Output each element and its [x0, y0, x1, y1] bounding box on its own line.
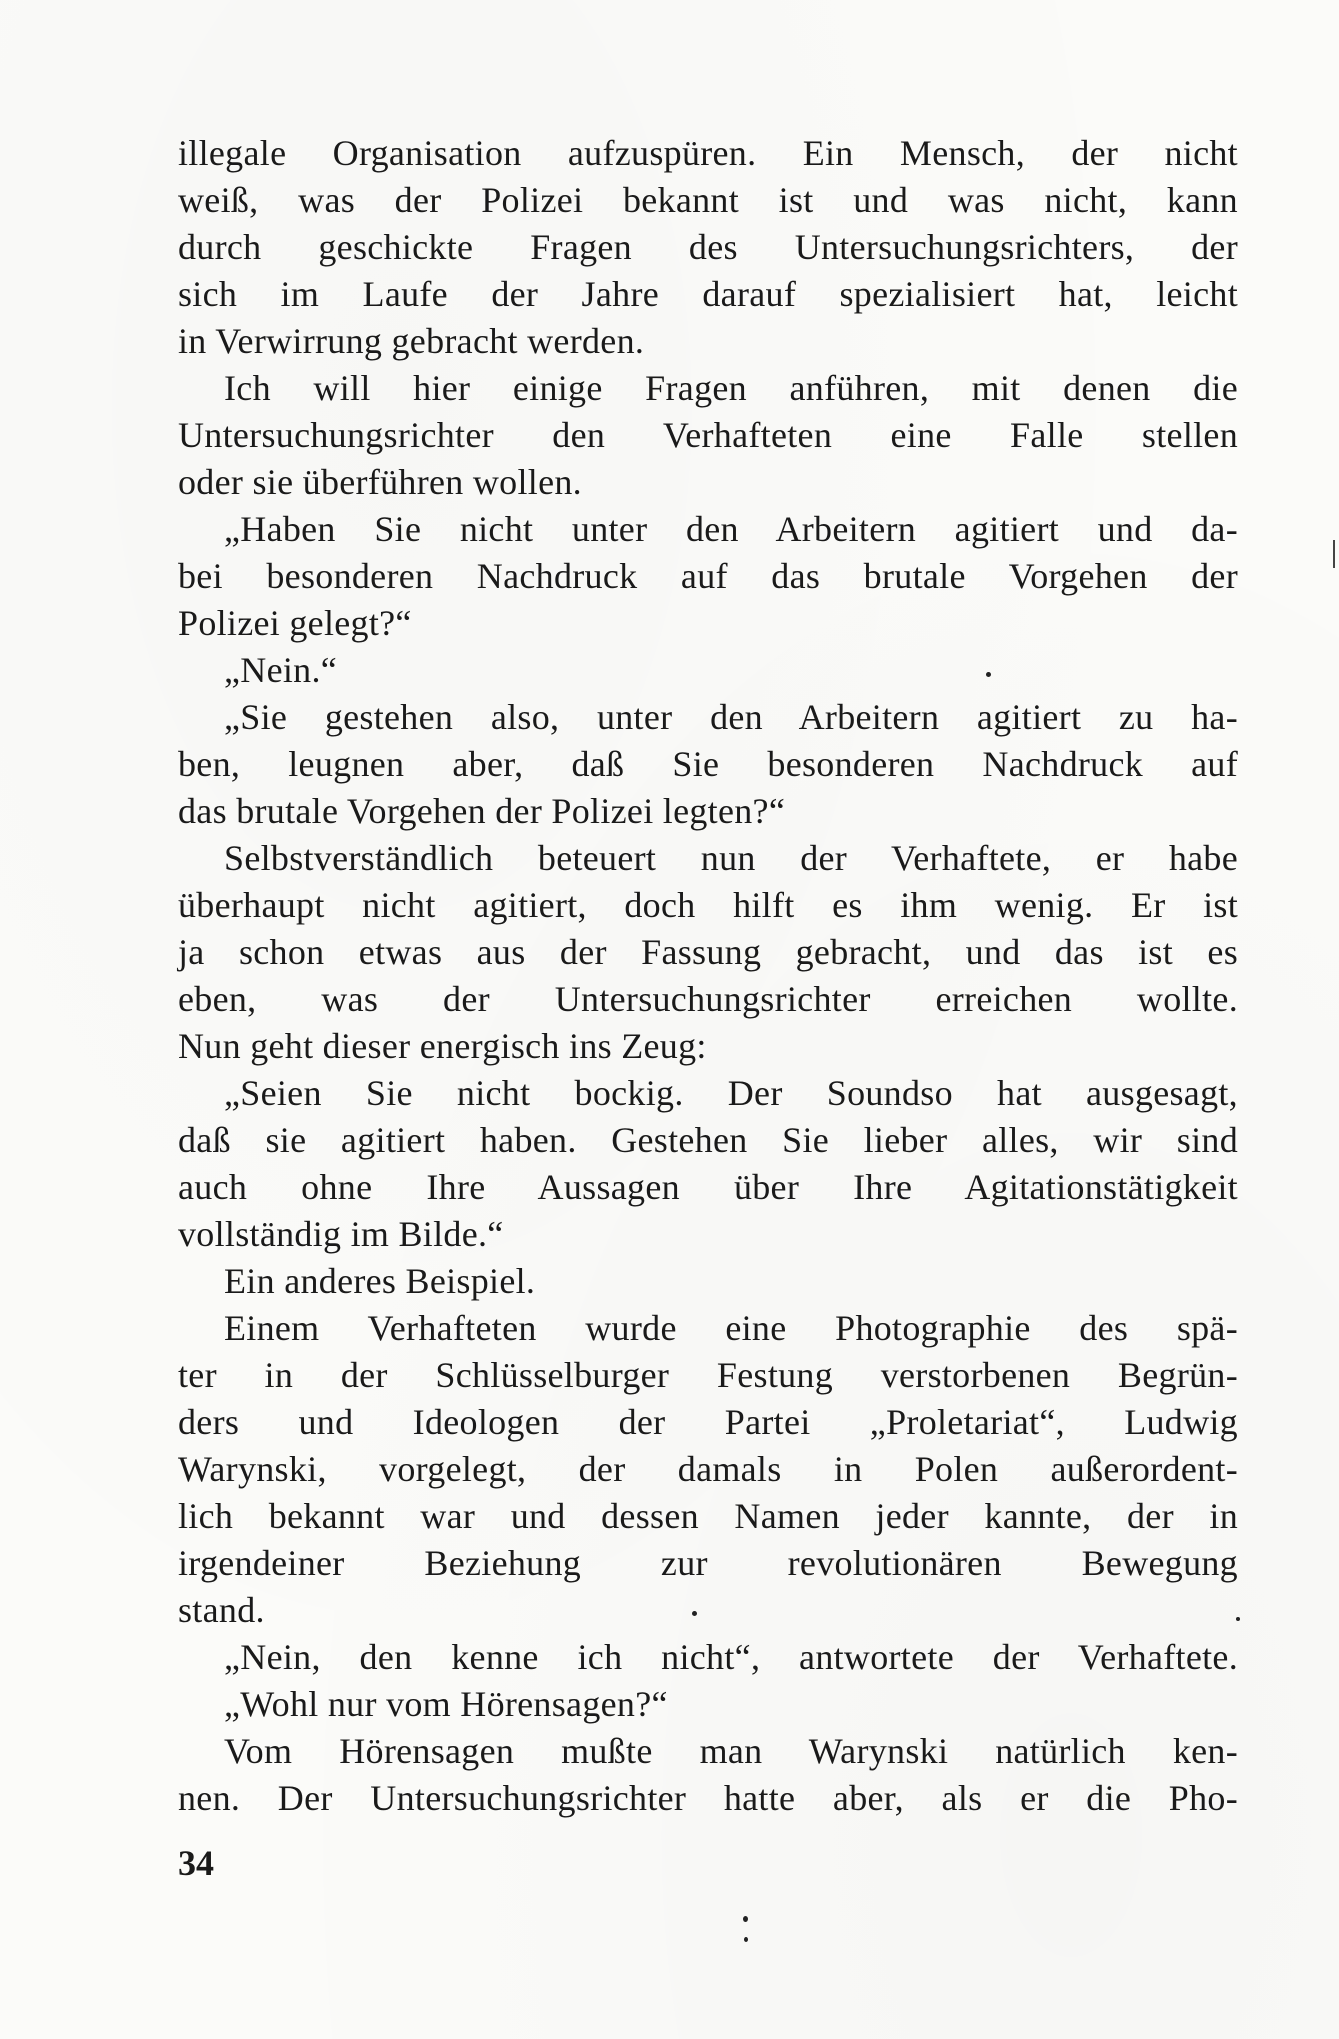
print-speck [986, 672, 991, 677]
body-text [178, 130, 1238, 1822]
text-line: Nun geht dieser energisch ins Zeug: [178, 1026, 707, 1066]
text-line: bei besonderen Nachdruck auf das brutale Vorgehen der [178, 556, 1238, 596]
text-line: überhaupt nicht agitiert, doch hilft es ihm wenig. Er ist [178, 885, 1238, 925]
text-line: eben, was der Untersuchungsrichter erreichen wollte. [178, 979, 1238, 1019]
text-line: in Verwirrung gebracht werden. [178, 321, 645, 361]
scan-edge-mark [1333, 540, 1335, 568]
text-line: „Sie gestehen also, unter den Arbeitern agitiert zu ha- [224, 697, 1238, 737]
text-line: Einem Verhafteten wurde eine Photographie des spä- [224, 1308, 1238, 1348]
text-line: sich im Laufe der Jahre darauf spezialisiert hat, leicht [178, 274, 1238, 314]
text-line: Vom Hörensagen mußte man Warynski natürlich ken- [224, 1731, 1238, 1771]
text-line: nen. Der Untersuchungsrichter hatte aber, als er die Pho- [178, 1778, 1238, 1818]
text-line: „Nein.“ [224, 650, 338, 690]
text-line: durch geschickte Fragen des Untersuchungsrichters, der [178, 227, 1238, 267]
text-line: Selbstverständlich beteuert nun der Verhaftete, er habe [224, 838, 1238, 878]
text-line: ben, leugnen aber, daß Sie besonderen Nachdruck auf [178, 744, 1238, 784]
text-line: stand. [178, 1590, 265, 1630]
text-line: vollständig im Bilde.“ [178, 1214, 504, 1254]
print-speck [743, 1916, 748, 1922]
text-line: illegale Organisation aufzuspüren. Ein Mensch, der nicht [178, 133, 1238, 173]
text-line: ja schon etwas aus der Fassung gebracht, und das ist es [178, 932, 1238, 972]
text-line: „Haben Sie nicht unter den Arbeitern agitiert und da- [224, 509, 1238, 549]
text-line: „Nein, den kenne ich nicht“, antwortete der Verhaftete. [224, 1637, 1238, 1677]
text-line: auch ohne Ihre Aussagen über Ihre Agitationstätigkeit [178, 1167, 1238, 1207]
text-line: ter in der Schlüsselburger Festung verstorbenen Begrün- [178, 1355, 1238, 1395]
text-line: „Seien Sie nicht bockig. Der Soundso hat ausgesagt, [224, 1073, 1238, 1113]
text-line: irgendeiner Beziehung zur revolutionären Bewegung [178, 1543, 1238, 1583]
text-line: „Wohl nur vom Hörensagen?“ [224, 1684, 668, 1724]
text-line: daß sie agitiert haben. Gestehen Sie lieber alles, wir sind [178, 1120, 1238, 1160]
text-line: weiß, was der Polizei bekannt ist und was nicht, kann [178, 180, 1238, 220]
text-line: Warynski, vorgelegt, der damals in Polen außerordent- [178, 1449, 1238, 1489]
print-speck [692, 1611, 697, 1616]
print-speck [1236, 1617, 1240, 1621]
text-line: Untersuchungsrichter den Verhafteten eine Falle stellen [178, 415, 1238, 455]
text-line: Ein anderes Beispiel. [224, 1261, 536, 1301]
text-line: oder sie überführen wollen. [178, 462, 582, 502]
text-line: das brutale Vorgehen der Polizei legten?“ [178, 791, 786, 831]
text-line: ders und Ideologen der Partei „Proletariat“, Ludwig [178, 1402, 1238, 1442]
page-number: 34 [178, 1843, 214, 1883]
print-speck [744, 1937, 748, 1942]
text-line: Ich will hier einige Fragen anführen, mit denen die [224, 368, 1238, 408]
text-line: Polizei gelegt?“ [178, 603, 412, 643]
text-line: lich bekannt war und dessen Namen jeder kannte, der in [178, 1496, 1238, 1536]
